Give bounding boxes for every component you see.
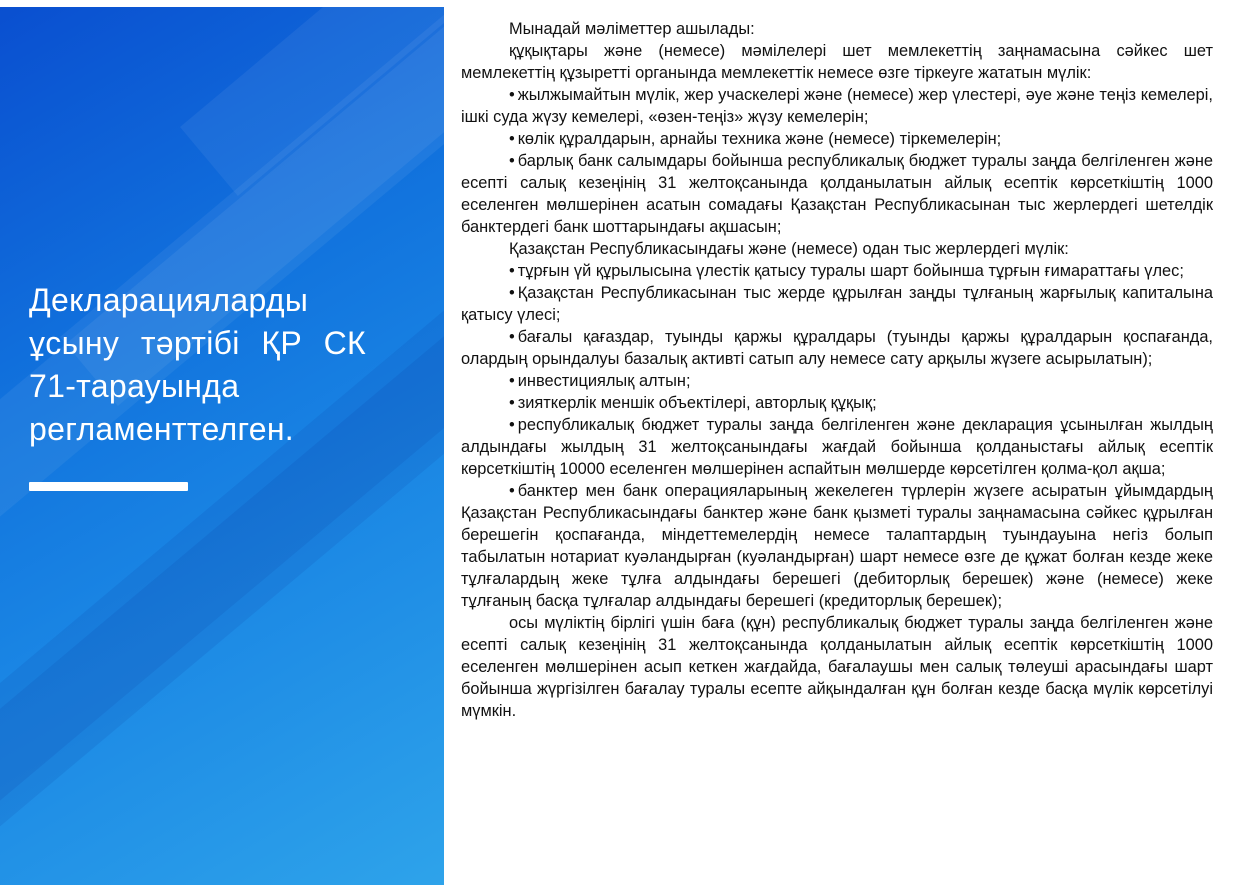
paragraph-text: зияткерлік меншік объектілері, авторлық құқық; [517, 394, 877, 412]
bullet-icon: • [509, 394, 515, 412]
bullet-icon: • [509, 262, 515, 280]
bullet-paragraph [461, 370, 1213, 392]
paragraph-text: Мынадай мәліметтер ашылады: [509, 20, 755, 38]
paragraph-text: Қазақстан Республикасындағы және (немесе) одан тыс жерлердегі мүлік: [509, 240, 1069, 258]
paragraph-text: банктер мен банк операцияларының жекелеген түрлерін жүзеге асыратын ұйымдардың Қазақстан Республикасындағы банктер және банк қызметі туралы заңнамасына сәйкес құрылған берешегін қоспағанда, міндеттемелердің немесе талаптардың туындауына негіз болып табылатын нотариат куәландырған (куәландырған) шарт немесе өзге де құжат болған кезде жеке тұлғалардың жеке тұлға алдындағы берешегі (дебиторлық берешек) және (немесе) жеке тұлғаның басқа тұлғалар алдындағы берешегі (кредиторлық берешек); [461, 482, 1213, 610]
bullet-paragraph [461, 260, 1213, 282]
paragraph-text: құқықтары және (немесе) мәмілелері шет мемлекеттің заңнамасына сәйкес шет мемлекеттің құзыретті органында мемлекеттік немесе өзге тіркеуге жататын мүлік: [461, 42, 1213, 82]
paragraph-text: жылжымайтын мүлік, жер учаскелері және (немесе) жер үлестері, әуе және теңіз кемелері, ішкі суда жүзу кемелері, «өзен-теңіз» жүзу кемелерін; [461, 86, 1213, 126]
bullet-paragraph [461, 414, 1213, 480]
paragraph [461, 18, 1213, 40]
paragraph-text: Қазақстан Республикасынан тыс жерде құрылған заңды тұлғаның жарғылық капиталына қатысу үлесі; [461, 284, 1213, 324]
bullet-paragraph [461, 392, 1213, 414]
title-panel [0, 7, 444, 885]
bullet-icon: • [509, 130, 515, 148]
title-underline [29, 482, 188, 491]
bullet-icon: • [509, 152, 515, 170]
paragraph-text: бағалы қағаздар, туынды қаржы құралдары (туынды қаржы құралдарын қоспағанда, олардың орындалуы базалық активті сатып алу немесе сату арқылы жүзеге асырылатын); [461, 328, 1213, 368]
bullet-paragraph [461, 84, 1213, 128]
paragraph [461, 612, 1213, 722]
paragraph-text: инвестициялық алтын; [517, 372, 691, 390]
bullet-paragraph [461, 480, 1213, 612]
paragraph-text: тұрғын үй құрылысына үлестік қатысу туралы шарт бойынша тұрғын ғимараттағы үлес; [517, 262, 1184, 280]
paragraph-text: барлық банк салымдары бойынша республикалық бюджет туралы заңда белгіленген және есепті салық кезеңінің 31 желтоқсанында қолданылатын айлық есептік көрсеткіштің 1000 еселенген мөлшерінен асатын сомадағы Қазақстан Республикасынан тыс жерлердегі шетелдік банктердегі банк шоттарындағы ақшасын; [461, 152, 1213, 236]
slide-title: Декларацияларды ұсыну тәртібі ҚР СК 71-тарауында регламенттелген. [29, 282, 366, 447]
bullet-paragraph [461, 128, 1213, 150]
paragraph-text: республикалық бюджет туралы заңда белгіленген және декларация ұсынылған жылдың алдындағы жылдың 31 желтоқсанындағы жағдай бойынша қолданыстағы айлық есептік көрсеткіштің 10000 еселенген мөлшерінен аспайтын мөлшерде көрсетілген қолма-қол ақша; [461, 416, 1213, 478]
bullet-paragraph [461, 282, 1213, 326]
bullet-paragraph [461, 326, 1213, 370]
bullet-icon: • [509, 86, 515, 104]
paragraph [461, 40, 1213, 84]
bullet-icon: • [509, 284, 515, 302]
bullet-icon: • [509, 372, 515, 390]
bullet-icon: • [509, 416, 515, 434]
bullet-icon: • [509, 328, 515, 346]
declaration-text [461, 18, 1213, 722]
bullet-paragraph [461, 150, 1213, 238]
bullet-icon: • [509, 482, 515, 500]
paragraph-text: осы мүліктің бірлігі үшін баға (құн) республикалық бюджет туралы заңда белгіленген және есепті салық кезеңінің 31 желтоқсанында қолданылатын айлық есептік көрсеткіштің 1000 еселенген мөлшерінен асып кеткен жағдайда, бағалаушы мен салық төлеуші арасындағы шарт бойынша жүргізілген бағалау туралы есепте айқындалған құн болған кезде басқа мүлік көрсетілуі мүмкін. [461, 614, 1213, 720]
paragraph [461, 238, 1213, 260]
paragraph-text: көлік құралдарын, арнайы техника және (немесе) тіркемелерін; [517, 130, 1002, 148]
